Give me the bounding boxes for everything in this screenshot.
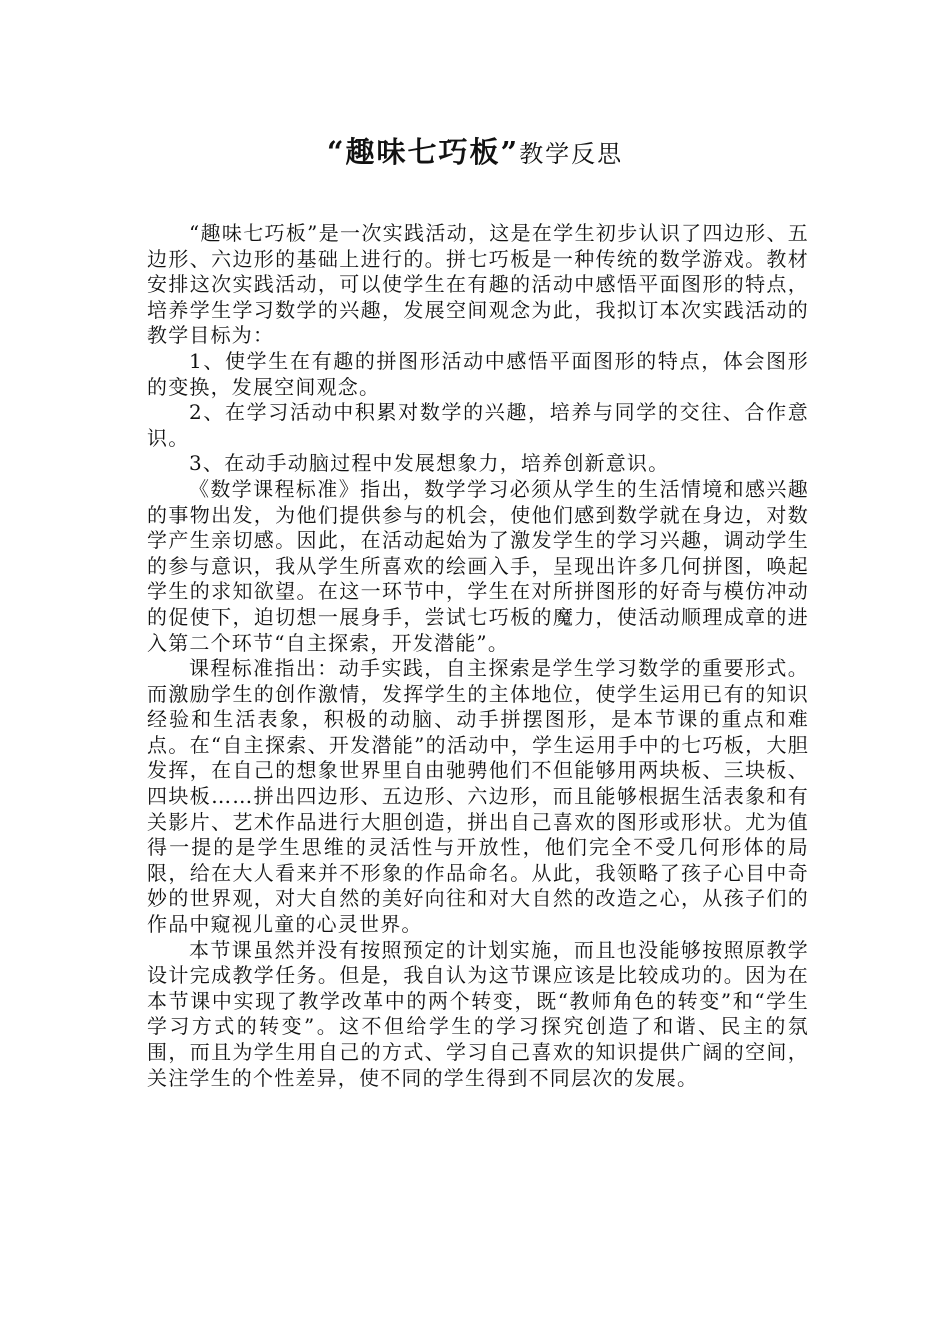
objective-item-1: 1、使学生在有趣的拼图形活动中感悟平面图形的特点，体会图形的变换，发展空间观念。 xyxy=(147,348,809,399)
paragraph-hands-on-practice: 课程标准指出：动手实践，自主探索是学生学习数学的重要形式。而激励学生的创作激情，发挥学生的主体地位，使学生运用已有的知识经验和生活表象，积极的动脑、动手拼摆图形，是本节课的重点和难点。在“自主探索、开发潜能”的活动中，学生运用手中的七巧板，大胆发挥，在自己的想象世界里自由驰骋他们不但能够用两块板、三块板、四块板……拼出四边形、五边形、六边形，而且能够根据生活表象和有关影片、艺术作品进行大胆创造，拼出自己喜欢的图形或形状。尤为值得一提的是学生思维的灵活性与开放性，他们完全不受几何形体的局限，给在大人看来并不形象的作品命名。从此，我领略了孩子心目中奇妙的世界观，对大自然的美好向往和对大自然的改造之心，从孩子们的作品中窥视儿童的心灵世界。 xyxy=(147,656,809,937)
objective-item-3: 3、在动手动脑过程中发展想象力，培养创新意识。 xyxy=(189,451,670,476)
title-main: “趣味七巧板” xyxy=(326,135,520,169)
document-title xyxy=(0,132,950,174)
title-sub: 教学反思 xyxy=(519,140,624,168)
paragraph-intro: “趣味七巧板”是一次实践活动，这是在学生初步认识了四边形、五边形、六边形的基础上进行的。拼七巧板是一种传统的数学游戏。教材安排这次实践活动，可以使学生在有趣的活动中感悟平面图形的特点，培养学生学习数学的兴趣，发展空间观念为此，我拟订本次实践活动的教学目标为： xyxy=(147,221,809,348)
paragraph-curriculum-standard: 《数学课程标准》指出，数学学习必须从学生的生活情境和感兴趣的事物出发，为他们提供参与的机会，使他们感到数学就在身边，对数学产生亲切感。因此，在活动起始为了激发学生的学习兴趣，调动学生的参与意识，我从学生所喜欢的绘画入手，呈现出许多几何拼图，唤起学生的求知欲望。在这一环节中，学生在对所拼图形的好奇与模仿冲动的促使下，迫切想一展身手，尝试七巧板的魔力，使活动顺理成章的进入第二个环节“自主探索，开发潜能”。 xyxy=(147,476,809,655)
document-body xyxy=(147,221,809,1091)
objective-item-2: 2、在学习活动中积累对数学的兴趣，培养与同学的交往、合作意识。 xyxy=(147,400,809,450)
paragraph-conclusion: 本节课虽然并没有按照预定的计划实施，而且也没能够按照原教学设计完成教学任务。但是，我自认为这节课应该是比较成功的。因为在本节课中实现了教学改革中的两个转变，既“教师角色的转变”和“学生学习方式的转变”。这不但给学生的学习探究创造了和谐、民主的氛围，而且为学生用自己的方式、学习自己喜欢的知识提供广阔的空间，关注学生的个性差异，使不同的学生得到不同层次的发展。 xyxy=(147,937,809,1090)
